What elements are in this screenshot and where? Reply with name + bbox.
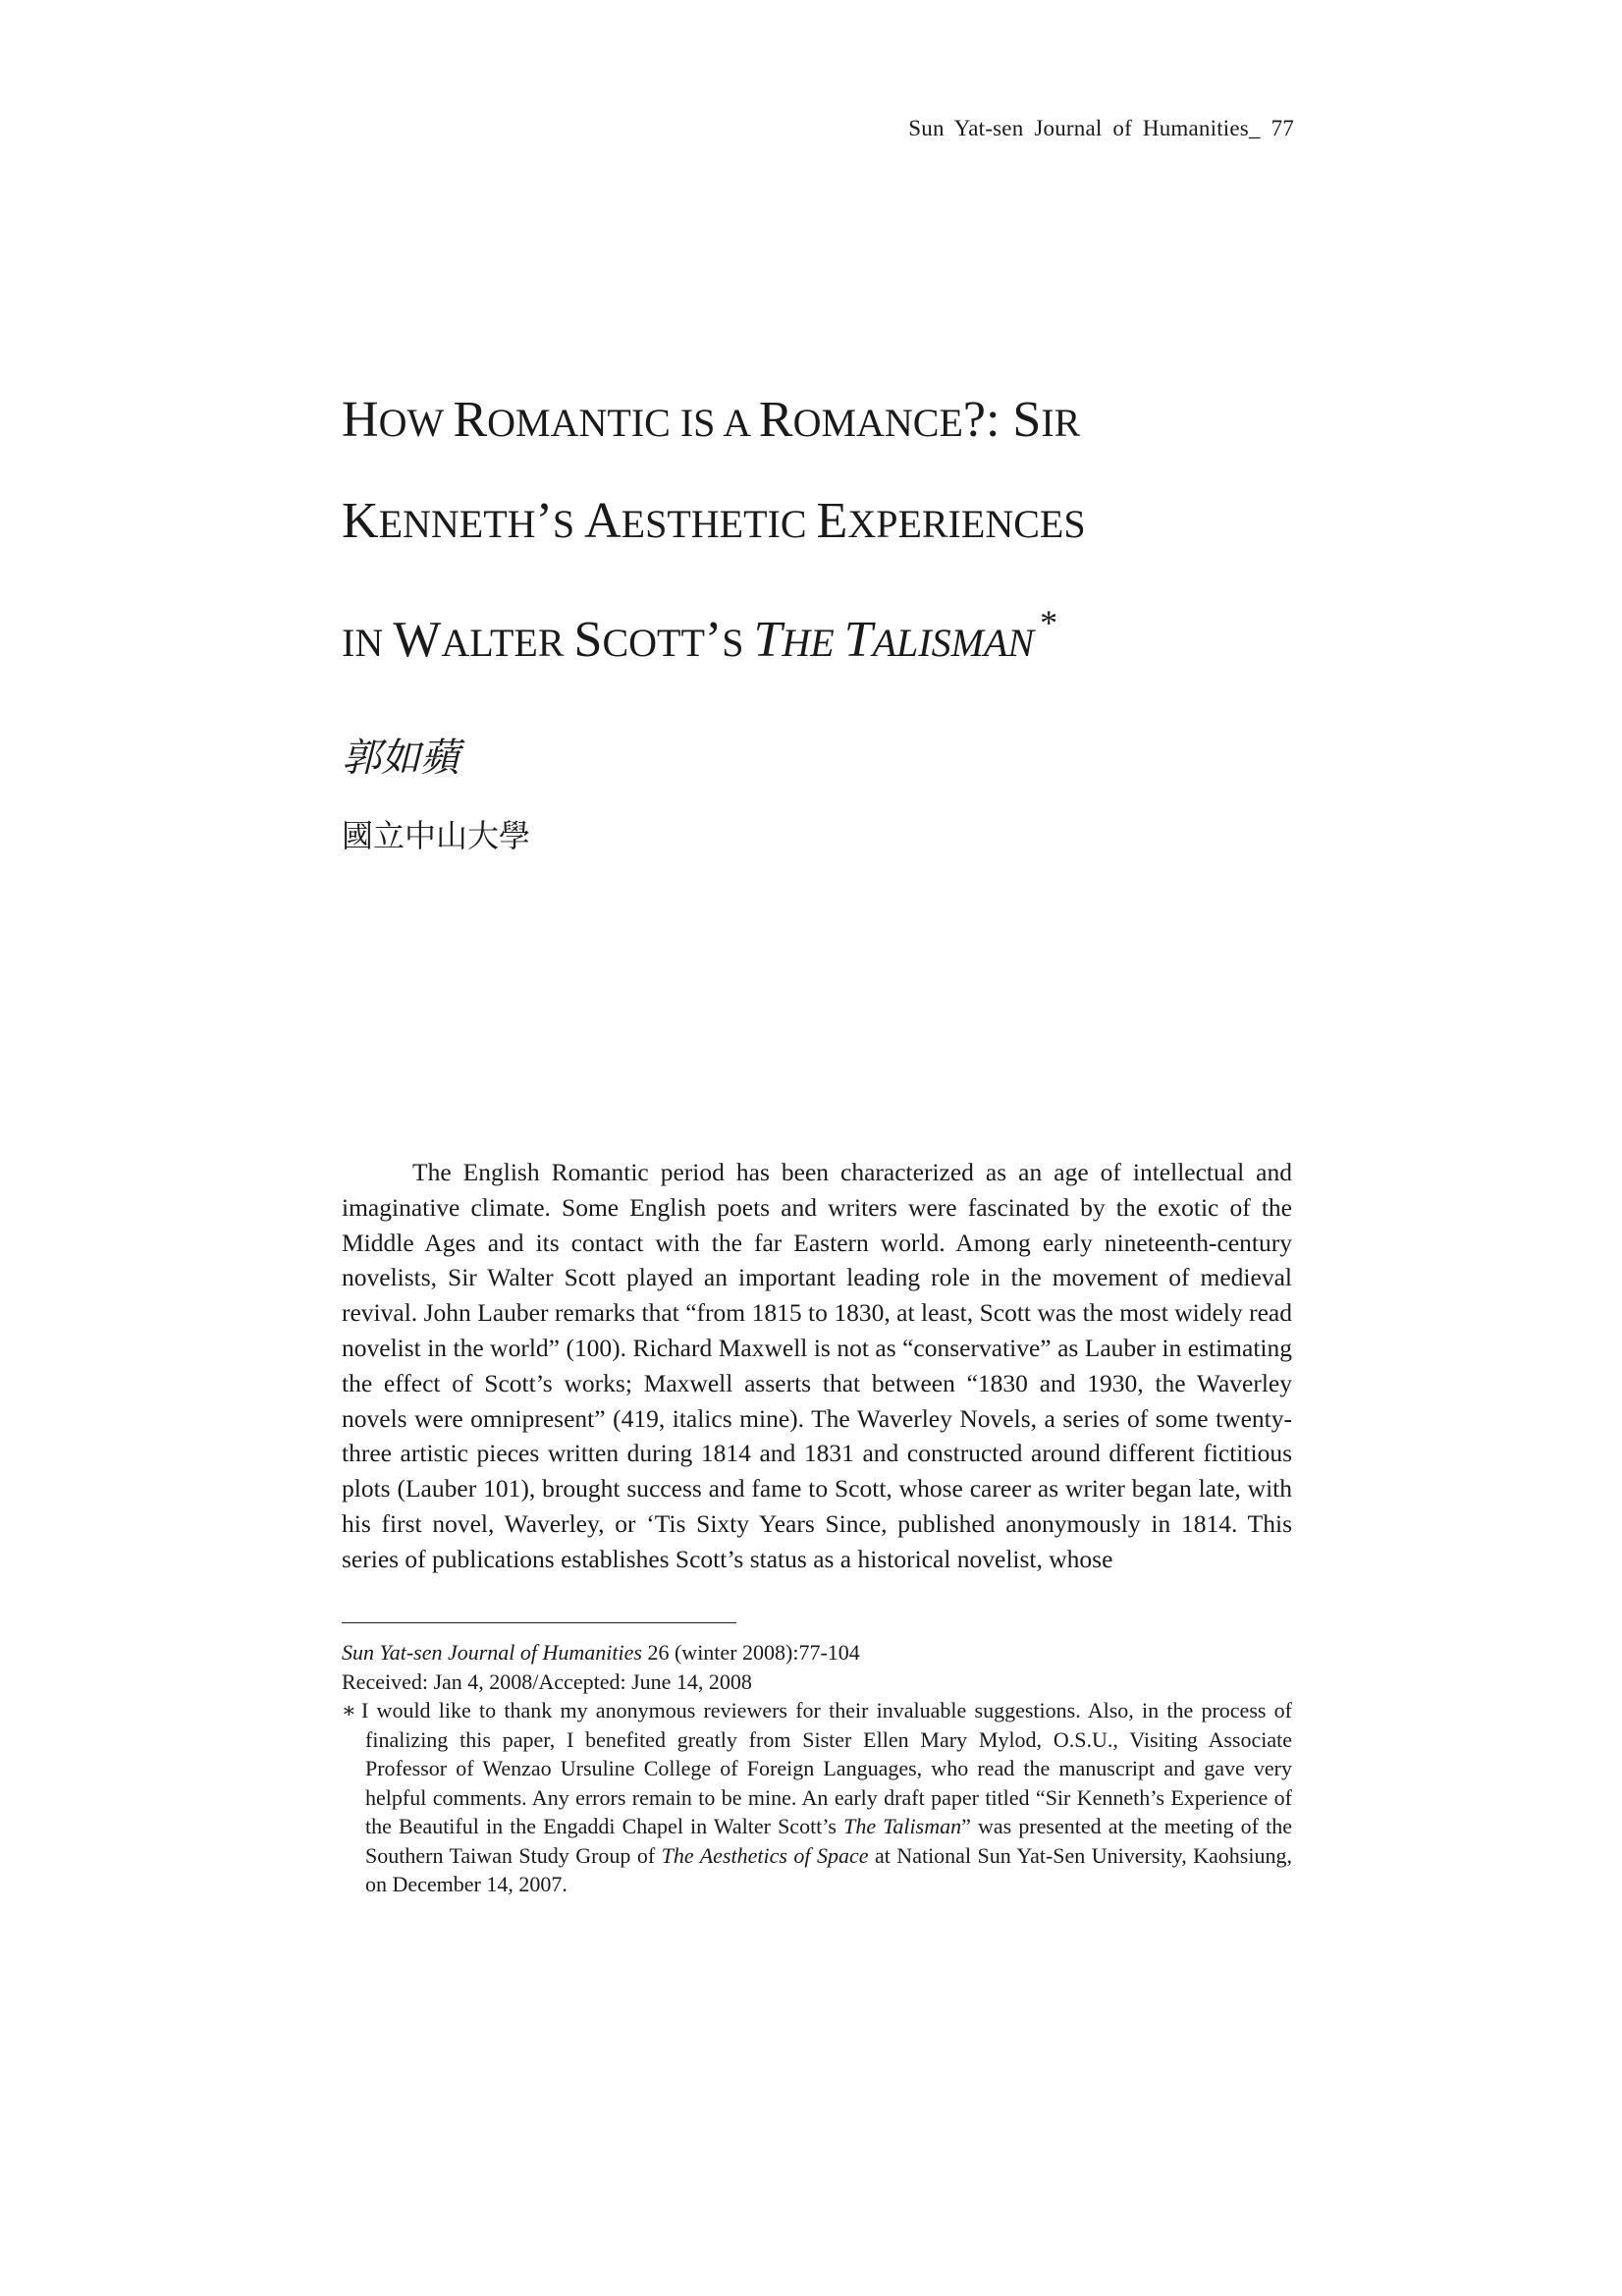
title-line-2: KENNETH’S AESTHETIC EXPERIENCES [342, 493, 1086, 549]
title-footnote-mark: * [1040, 603, 1058, 642]
footnotes [342, 1638, 1292, 1899]
author-name: 郭如蘋 [342, 736, 460, 781]
title-line-1: HOW ROMANTIC IS A ROMANCE?: SIR [342, 392, 1081, 448]
title-line-3: IN WALTER SCOTT’S THE TALISMAN * [342, 603, 1058, 668]
footnote-mark: ∗ [342, 1698, 356, 1722]
footnote-divider [342, 1622, 736, 1623]
acknowledgement-note: ∗ I would like to thank my anonymous reviewers for their invaluable suggestions. Also, in the process of finalizing this paper, I benefited greatly from Sister Ellen Mary Mylod, O.S.U., Visiting Associate Professor of Wenzao Ursuline College of Foreign Languages, who read the manuscript and gave very helpful comments. Any errors remain to be mine. An early draft paper titled “Sir Kenneth’s Experience of the Beautiful in the Engaddi Chapel in Walter Scott’s The Talisman” was presented at the meeting of the Southern Taiwan Study Group of The Aesthetics of Space at National Sun Yat-Sen University, Kaohsiung, on December 14, 2007. [342, 1698, 1293, 1896]
running-head: Sun Yat-sen Journal of Humanities_ 77 [908, 116, 1294, 140]
title-italic-work: THE TALISMAN [753, 612, 1035, 668]
article-title [342, 371, 1324, 692]
citation-details: 26 (winter 2008):77-104 [641, 1640, 860, 1665]
citation-journal: Sun Yat-sen Journal of Humanities [342, 1640, 642, 1665]
author-affiliation: 國立中山大學 [342, 817, 531, 854]
citation-line [342, 1638, 1292, 1667]
received-line: Received: Jan 4, 2008/Accepted: June 14, 2008 [342, 1668, 752, 1694]
body-paragraph: The English Romantic period has been characterized as an age of intellectual and imaginative climate. Some English poets and writers were fascinated by the exotic of the Middle Ages and its contact with the far Eastern world. Among early nineteenth-century novelists, Sir Walter Scott played an important leading role in the movement of medieval revival. John Lauber remarks that “from 1815 to 1830, at least, Scott was the most widely read novelist in the world” (100). Richard Maxwell is not as “conservative” as Lauber in estimating the effect of Scott’s works; Maxwell asserts that between “1830 and 1930, the Waverley novels were omnipresent” (419, italics mine). The Waverley Novels, a series of some twenty-three artistic pieces written during 1814 and 1831 and constructed around different fictitious plots (Lauber 101), brought success and fame to Scott, whose career as writer began late, with his first novel, Waverley, or ‘Tis Sixty Years Since, published anonymously in 1814. This series of publications establishes Scott’s status as a historical novelist, whose [342, 1158, 1292, 1573]
